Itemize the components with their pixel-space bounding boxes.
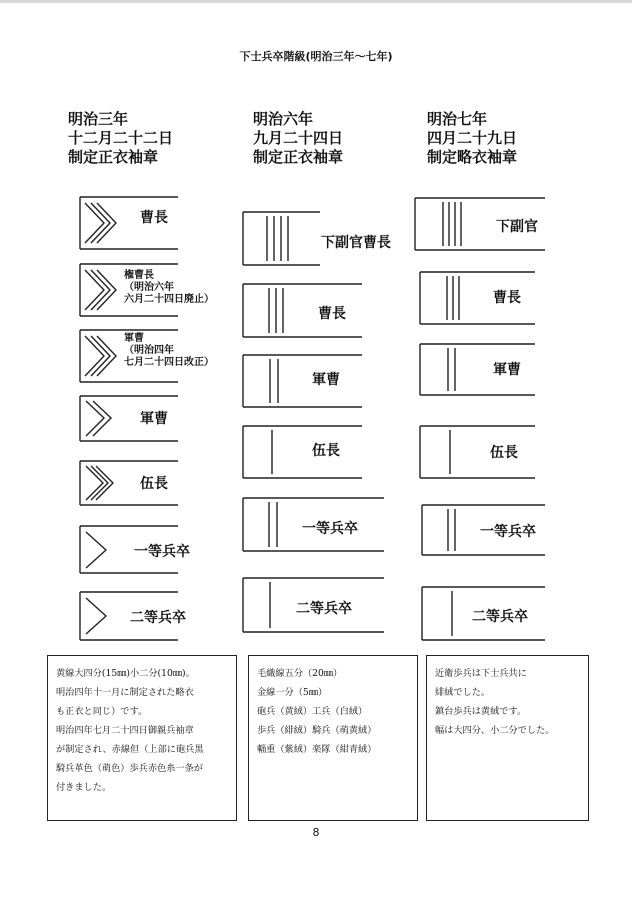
note-line: 輜重（紫絨）楽隊（紺青絨） — [257, 744, 377, 755]
note-box-1 — [47, 655, 237, 821]
note-line: 毛織線五分（20㎜） — [257, 668, 343, 679]
rank-label-c2-4: 伍長 — [312, 443, 340, 459]
note-line: 歩兵（緋絨）騎兵（萌黄絨） — [257, 725, 377, 736]
rank-label-c2-6: 二等兵卒 — [296, 601, 352, 617]
rank-label-c3-6: 二等兵卒 — [472, 609, 528, 625]
rank-label-c1-6: 一等兵卒 — [134, 544, 190, 560]
note-box-3 — [426, 655, 589, 821]
rank-label-c1-2: 権曹長 （明治六年 六月二十四日廃止） — [124, 270, 214, 305]
rank-label-c1-4: 軍曹 — [140, 411, 168, 427]
note-line: 付きました。 — [56, 782, 112, 793]
rank-label-c2-5: 一等兵卒 — [302, 521, 358, 537]
note-line: 騎兵革色（萌色）歩兵赤色糸一条が — [56, 763, 203, 774]
rank-label-c3-2: 曹長 — [493, 290, 521, 306]
rank-label-c3-5: 一等兵卒 — [480, 524, 536, 540]
rank-label-c1-7: 二等兵卒 — [130, 610, 186, 626]
page-number: 8 — [312, 826, 320, 839]
rank-label-c3-3: 軍曹 — [493, 362, 521, 378]
rank-label-c1-1: 曹長 — [140, 210, 168, 226]
note-line: が制定され、赤線但（上部に砲兵黒 — [56, 744, 204, 755]
note-line: も正衣と同じ）です。 — [56, 706, 148, 717]
rank-label-c2-2: 曹長 — [318, 306, 346, 322]
note-box-2 — [248, 655, 418, 821]
note-line: 黄線大四分(15㎜)小二分(10㎜)。 — [56, 668, 195, 679]
note-line: 金線一分（5㎜） — [257, 687, 328, 698]
note-line: 近衛歩兵は下士兵共に — [435, 668, 527, 679]
note-line: 砲兵（黄絨）工兵（白絨） — [257, 706, 368, 717]
note-line: 明治四年十一月に制定された略衣 — [56, 687, 194, 698]
rank-label-c3-4: 伍長 — [490, 445, 518, 461]
rank-label-c2-1: 下副官曹長 — [321, 235, 391, 251]
rank-label-c1-3: 軍曹 （明治四年 七月二十四日改正） — [124, 333, 214, 368]
column-heading-meiji6: 明治六年 九月二十四日 制定正衣袖章 — [253, 110, 344, 166]
note-line: 幅は大四分、小二分でした。 — [435, 725, 555, 736]
rank-label-c2-3: 軍曹 — [312, 372, 340, 388]
note-line: 鎮台歩兵は黄絨です。 — [435, 706, 527, 717]
column-heading-meiji7: 明治七年 四月二十九日 制定略衣袖章 — [427, 110, 518, 166]
rank-label-c3-1: 下副官 — [496, 219, 538, 235]
note-line: 明治四年七月二十四日御親兵袖章 — [56, 725, 194, 736]
column-heading-meiji3: 明治三年 十二月二十二日 制定正衣袖章 — [68, 110, 174, 166]
note-line: 緋絨でした。 — [435, 687, 491, 698]
patch-c2-3 — [243, 355, 362, 407]
patch-c2-1 — [243, 212, 320, 265]
patch-c2-4 — [243, 426, 362, 478]
page-title: 下士兵卒階級(明治三年～七年) — [239, 50, 393, 63]
rank-label-c1-5: 伍長 — [140, 476, 168, 492]
